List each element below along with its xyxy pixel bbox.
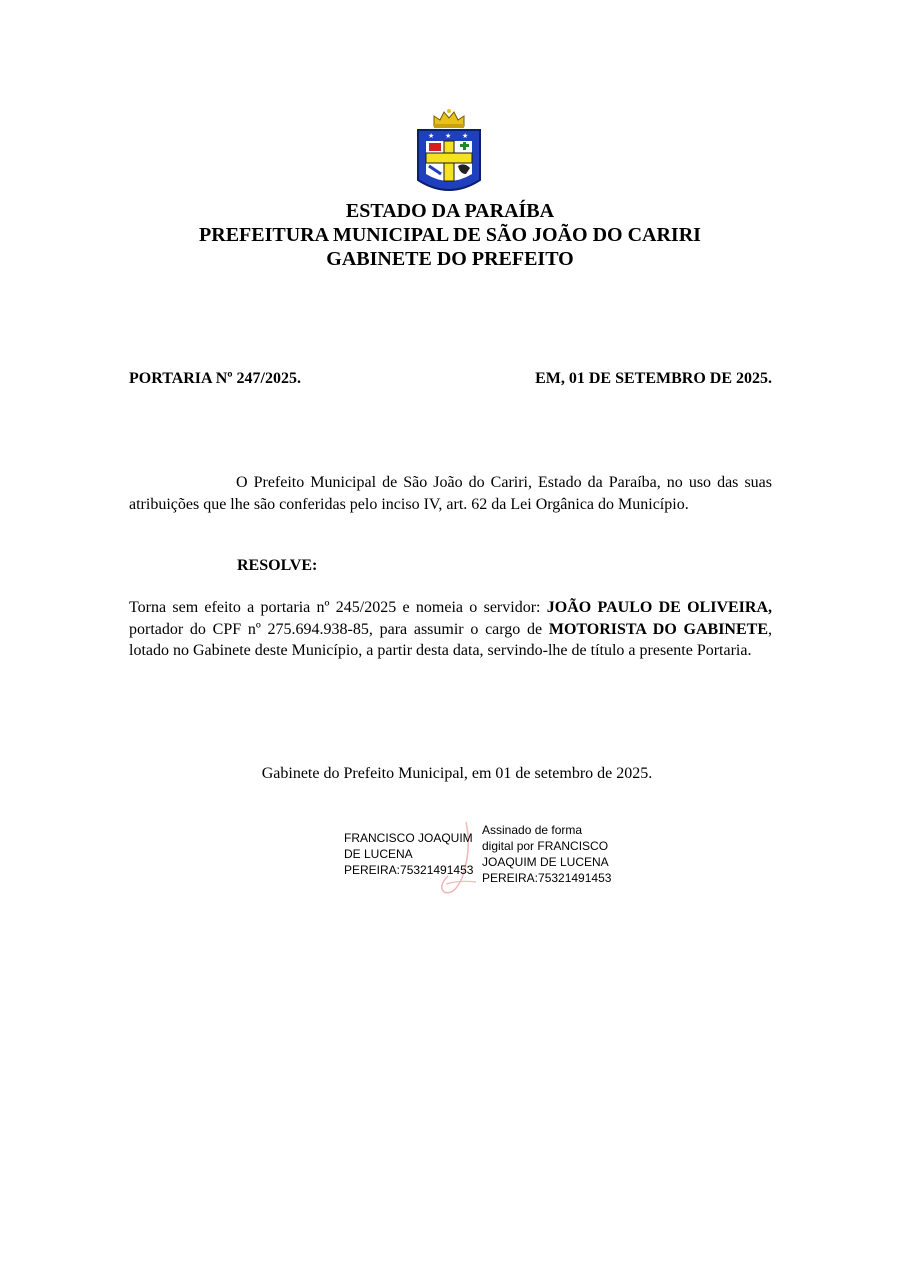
closing-line: Gabinete do Prefeito Municipal, em 01 de setembro de 2025. xyxy=(261,765,653,782)
signer-name-line: DE LUCENA xyxy=(344,847,413,861)
svg-text:★: ★ xyxy=(445,132,452,140)
signer-name-line: FRANCISCO JOAQUIM xyxy=(344,831,473,845)
body-paragraph xyxy=(129,597,772,662)
municipality-title: PREFEITURA MUNICIPAL DE SÃO JOÃO DO CARIRI xyxy=(199,224,701,246)
appointee-name: JOÃO PAULO DE OLIVEIRA, xyxy=(546,599,773,616)
portaria-date: EM, 01 DE SETEMBRO DE 2025. xyxy=(535,370,772,387)
state-title: ESTADO DA PARAÍBA xyxy=(345,200,555,222)
document-header xyxy=(0,199,900,271)
office-title: GABINETE DO PREFEITO xyxy=(326,248,574,270)
signature-info-line: JOAQUIM DE LUCENA xyxy=(482,855,609,869)
body-text-1: Torna sem efeito a portaria nº 245/2025 e nomeia o servidor: xyxy=(129,599,547,616)
signature-info-line: Assinado de forma xyxy=(482,823,583,837)
signature-info-line: digital por FRANCISCO xyxy=(482,839,609,853)
signer-name xyxy=(344,830,484,878)
signer-name-line: PEREIRA:75321491453 xyxy=(344,863,474,877)
body-text-3: , lotado no Gabinete deste Município, a partir desta data, servindo-lhe de título a presente Portaria. xyxy=(129,620,773,659)
svg-text:★: ★ xyxy=(428,132,435,140)
municipal-crest-icon xyxy=(416,108,482,194)
appointed-role: MOTORISTA DO GABINETE xyxy=(548,620,769,638)
signature-info xyxy=(482,822,622,886)
digital-signature xyxy=(344,820,624,898)
signature-info-line: PEREIRA:75321491453 xyxy=(482,871,612,885)
portaria-number: PORTARIA Nº 247/2025. xyxy=(129,370,301,387)
intro-paragraph: O Prefeito Municipal de São João do Cariri, Estado da Paraíba, no uso das suas atribuições que lhe são conferidas pelo inciso IV, art. 62 da Lei Orgânica do Município. xyxy=(129,474,772,513)
body-text-2: portador do CPF nº 275.694.938-85, para assumir o cargo de xyxy=(129,620,549,638)
svg-text:★: ★ xyxy=(462,132,469,140)
resolve-heading: RESOLVE: xyxy=(237,557,318,574)
